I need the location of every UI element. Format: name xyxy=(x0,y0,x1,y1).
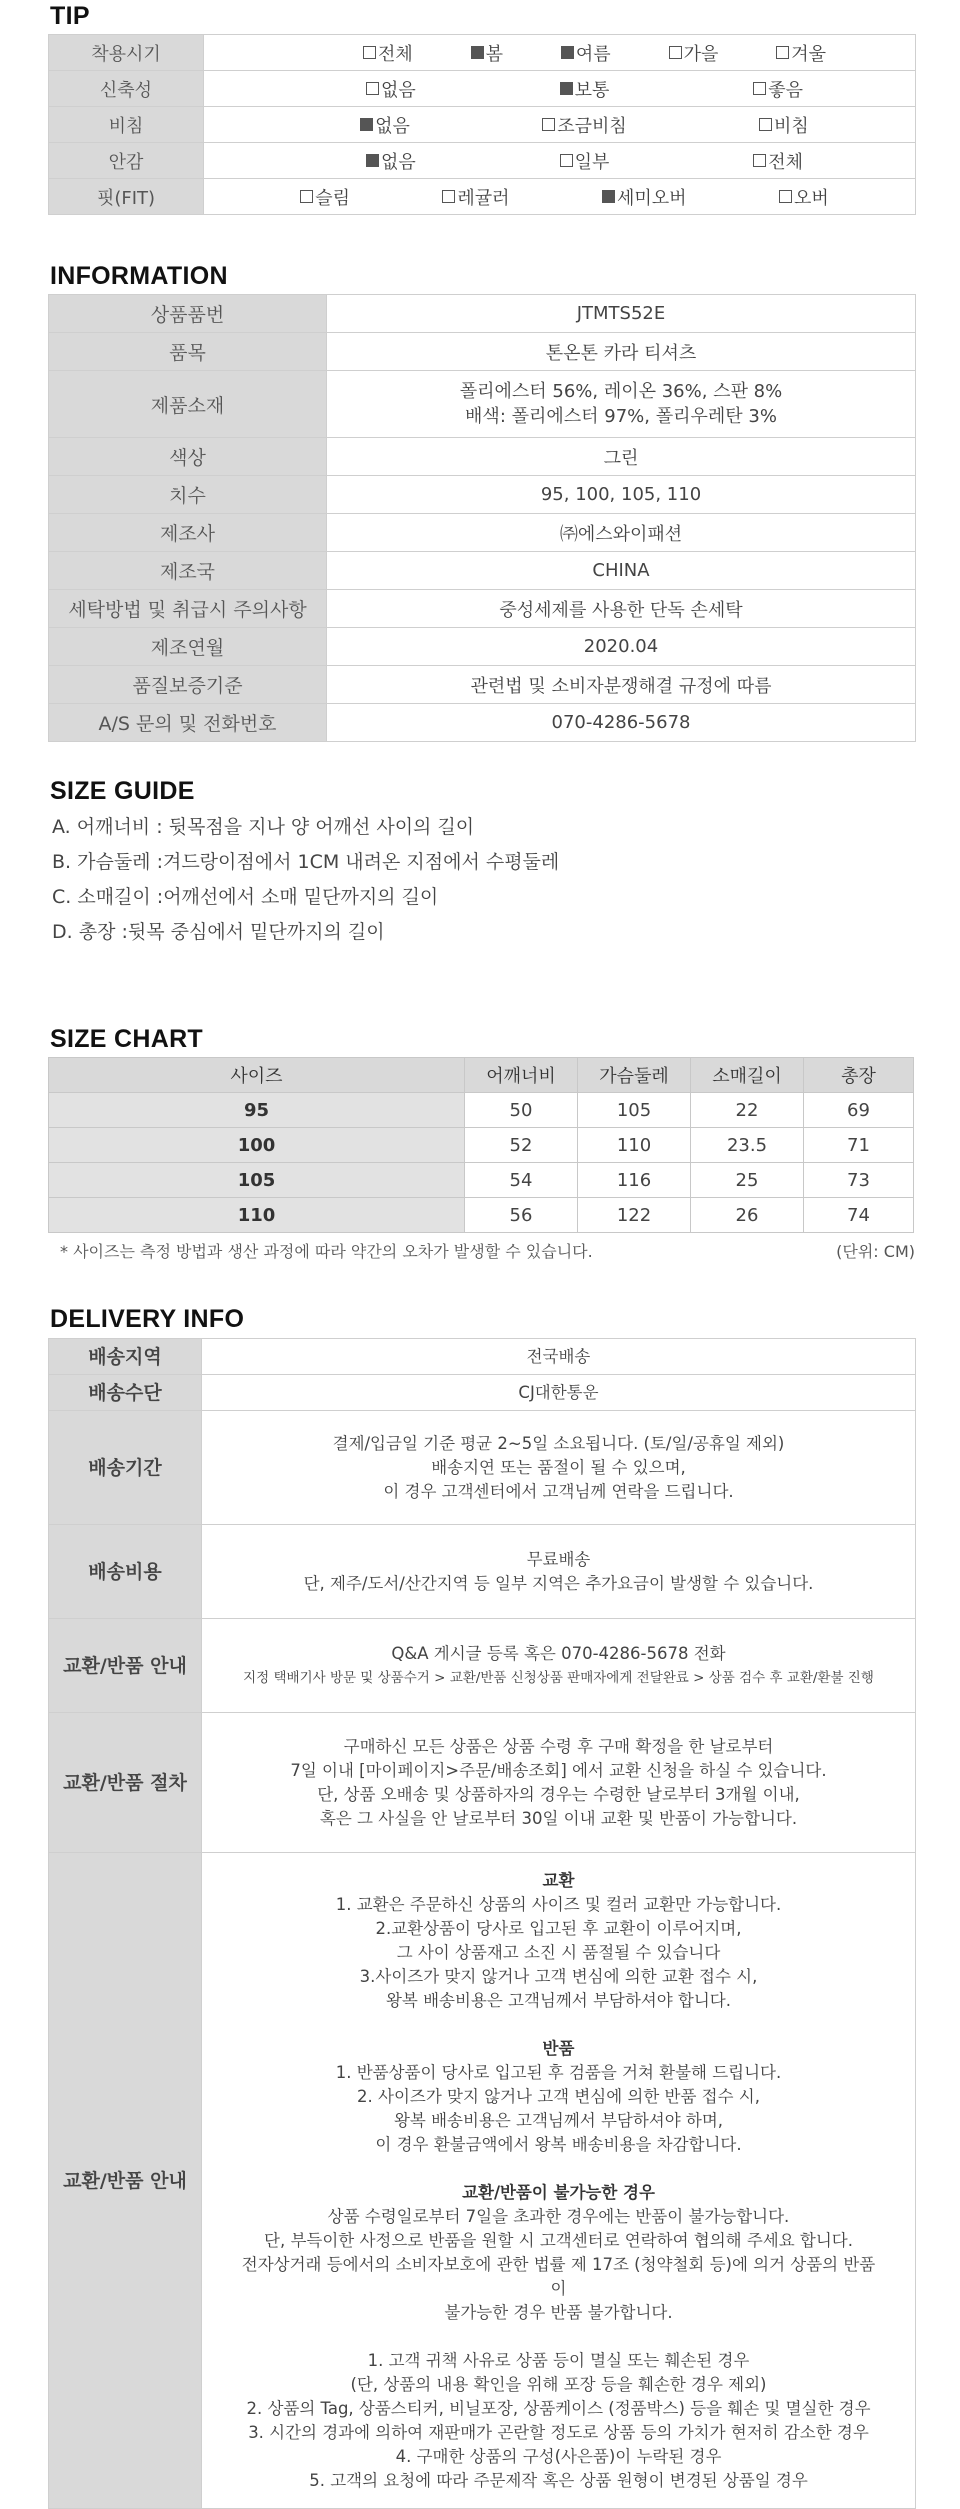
info-label: 색상 xyxy=(49,438,327,476)
checkbox-icon xyxy=(560,154,573,167)
tip-table xyxy=(48,34,916,215)
info-label: 제조연월 xyxy=(49,628,327,666)
delivery-value-method: CJ대한통운 xyxy=(202,1375,916,1411)
checkbox-icon xyxy=(779,190,792,203)
size-guide-line: D. 총장 :뒷목 중심에서 밑단까지의 길이 xyxy=(52,921,385,943)
delivery-title: DELIVERY INFO xyxy=(50,1305,245,1333)
checkbox-checked-icon xyxy=(561,46,574,59)
tip-option: 세미오버 xyxy=(602,184,687,210)
tip-option: 조금비침 xyxy=(542,112,627,138)
delivery-label-method: 배송수단 xyxy=(49,1375,202,1411)
info-label: 세탁방법 및 취급시 주의사항 xyxy=(49,590,327,628)
tip-option: 여름 xyxy=(561,40,611,66)
return-heading: 반품 xyxy=(542,2038,575,2058)
tip-option: 레귤러 xyxy=(442,184,509,210)
delivery-label-procedure: 교환/반품 절차 xyxy=(49,1713,202,1853)
tip-label-lining: 안감 xyxy=(49,143,204,179)
tip-label-sheer: 비침 xyxy=(49,107,204,143)
size-chart-header: 총장 xyxy=(804,1058,914,1093)
delivery-label-area: 배송지역 xyxy=(49,1339,202,1375)
info-label: 품질보증기준 xyxy=(49,666,327,704)
info-value: JTMTS52E xyxy=(327,295,916,333)
info-value: 중성세제를 사용한 단독 손세탁 xyxy=(327,590,916,628)
checkbox-icon xyxy=(442,190,455,203)
info-value: CHINA xyxy=(327,552,916,590)
checkbox-icon xyxy=(759,118,772,131)
info-title: INFORMATION xyxy=(50,262,228,290)
size-chart-header: 가슴둘레 xyxy=(578,1058,691,1093)
tip-label-fit: 핏(FIT) xyxy=(49,179,204,215)
info-value-material: 폴리에스터 56%, 레이온 36%, 스판 8% 배색: 폴리에스터 97%, 폴리우레탄 3% xyxy=(327,371,916,438)
delivery-value-procedure: 구매하신 모든 상품은 상품 수령 후 구매 확정을 한 날로부터 7일 이내 [마이페이지>주문/배송조회] 에서 교환 신청을 하실 수 있습니다. 단, 상품 오배송 및 상품하자의 경우는 수령한 날로부터 3개월 이내, 혹은 그 사실을 안 날로부터 30일 이내 교환 및 반품이 가능합니다. xyxy=(202,1713,916,1853)
info-value: 95, 100, 105, 110 xyxy=(327,476,916,514)
delivery-table xyxy=(48,1338,916,2509)
size-guide-line: C. 소매길이 :어깨선에서 소매 밑단까지의 길이 xyxy=(52,886,439,908)
info-value: 070-4286-5678 xyxy=(327,704,916,742)
info-value: ㈜에스와이패션 xyxy=(327,514,916,552)
size-guide-line: A. 어깨너비 : 뒷목점을 지나 양 어깨선 사이의 길이 xyxy=(52,816,475,838)
size-chart-header: 어깨너비 xyxy=(465,1058,578,1093)
table-row: 110 56 122 26 74 xyxy=(49,1198,914,1233)
delivery-value-exchange: Q&A 게시글 등록 혹은 070-4286-5678 전화 지정 택배기사 방문 및 상품수거 > 교환/반품 신청상품 판매자에게 전달완료 > 상품 검수 후 교환/환불 진행 xyxy=(202,1619,916,1713)
size-chart-table xyxy=(48,1057,914,1233)
info-label: 치수 xyxy=(49,476,327,514)
tip-option: 전체 xyxy=(753,148,803,174)
no-return-heading: 교환/반품이 불가능한 경우 xyxy=(462,2182,655,2202)
tip-option: 가을 xyxy=(669,40,719,66)
info-label: 제품소재 xyxy=(49,371,327,438)
tip-option: 겨울 xyxy=(776,40,826,66)
tip-option: 좋음 xyxy=(753,76,803,102)
tip-option: 보통 xyxy=(560,76,610,102)
size-chart-header: 사이즈 xyxy=(49,1058,465,1093)
tip-label-season: 착용시기 xyxy=(49,35,204,71)
size-guide-line: B. 가슴둘레 :겨드랑이점에서 1CM 내려온 지점에서 수평둘레 xyxy=(52,851,560,873)
info-value: 관련법 및 소비자분쟁해결 규정에 따름 xyxy=(327,666,916,704)
checkbox-icon xyxy=(300,190,313,203)
size-chart-title: SIZE CHART xyxy=(50,1025,203,1053)
size-chart-header: 소매길이 xyxy=(691,1058,804,1093)
exchange-heading: 교환 xyxy=(542,1870,575,1890)
checkbox-checked-icon xyxy=(471,46,484,59)
info-label: 제조국 xyxy=(49,552,327,590)
delivery-label-exchange: 교환/반품 안내 xyxy=(49,1619,202,1713)
info-table xyxy=(48,294,916,742)
table-row: 105 54 116 25 73 xyxy=(49,1163,914,1198)
delivery-value-cost: 무료배송 단, 제주/도서/산간지역 등 일부 지역은 추가요금이 발생할 수 있습니다. xyxy=(202,1525,916,1619)
checkbox-icon xyxy=(776,46,789,59)
checkbox-icon xyxy=(542,118,555,131)
tip-option: 없음 xyxy=(360,112,410,138)
checkbox-checked-icon xyxy=(560,82,573,95)
tip-option: 오버 xyxy=(779,184,829,210)
checkbox-icon xyxy=(366,82,379,95)
checkbox-checked-icon xyxy=(366,154,379,167)
tip-option: 비침 xyxy=(759,112,809,138)
info-label: A/S 문의 및 전화번호 xyxy=(49,704,327,742)
tip-option: 일부 xyxy=(560,148,610,174)
tip-option: 슬림 xyxy=(300,184,350,210)
delivery-label-cost: 배송비용 xyxy=(49,1525,202,1619)
info-label: 상품품번 xyxy=(49,295,327,333)
delivery-value-guide: 교환 1. 교환은 주문하신 상품의 사이즈 및 컬러 교환만 가능합니다. 2.교환상품이 당사로 입고된 후 교환이 이루어지며, 그 사이 상품재고 소진 시 품절될 수 있습니다 3.사이즈가 맞지 않거나 고객 변심에 의한 교환 접수 시, 왕복 배송비용은 고객님께서 부담하셔야 합니다. 반품 1. 반품상품이 당사로 입고된 후 검품을 거쳐 환불해 드립니다. 2. 사이즈가 맞지 않거나 고객 변심에 의한 반품 접수 시, 왕복 배송비용은 고객님께서 부담하셔야 하며, 이 경우 환불금액에서 왕복 배송비용을 차감합니다. 교환/반품이 불가능한 경우 상품 수령일로부터 7일을 초과한 경우에는 반품이 불가능합니다. 단, 부득이한 사정으로 반품을 원할 시 고객센터로 연락하여 협의해 주세요 합니다. 전자상거래 등에서의 소비자보호에 관한 법률 제 17조 (청약철회 등)에 의거 상품의 반품 이 불가능한 경우 반품 불가합니다. 1. 고객 귀책 사유로 상품 등이 멸실 또는 훼손된 경우 (단, 상품의 내용 확인을 위해 포장 등을 훼손한 경우 제외) 2. 상품의 Tag, 상품스티커, 비닐포장, 상품케이스 (정품박스) 등을 훼손 및 멸실한 경우 3. 시간의 경과에 의하여 재판매가 곤란할 정도로 상품 등의 가치가 현저히 감소한 경우 4. 구매한 상품의 구성(사은품)이 누락된 경우 5. 고객의 요청에 따라 주문제작 혹은 상품 원형이 변경된 상품일 경우 xyxy=(202,1853,916,2509)
info-label: 제조사 xyxy=(49,514,327,552)
info-value: 2020.04 xyxy=(327,628,916,666)
checkbox-icon xyxy=(753,154,766,167)
checkbox-checked-icon xyxy=(360,118,373,131)
size-guide-title: SIZE GUIDE xyxy=(50,777,195,805)
size-chart-note: * 사이즈는 측정 방법과 생산 과정에 따라 약간의 오차가 발생할 수 있습니다. xyxy=(60,1242,593,1261)
checkbox-icon xyxy=(669,46,682,59)
info-value: 톤온톤 카라 티셔츠 xyxy=(327,333,916,371)
checkbox-icon xyxy=(363,46,376,59)
size-chart-unit: (단위: CM) xyxy=(836,1242,915,1261)
tip-title: TIP xyxy=(50,2,90,30)
tip-option: 전체 xyxy=(363,40,413,66)
info-value: 그린 xyxy=(327,438,916,476)
info-label: 품목 xyxy=(49,333,327,371)
table-row: 100 52 110 23.5 71 xyxy=(49,1128,914,1163)
table-row: 95 50 105 22 69 xyxy=(49,1093,914,1128)
tip-option: 없음 xyxy=(366,148,416,174)
delivery-label-guide: 교환/반품 안내 xyxy=(49,1853,202,2509)
delivery-label-period: 배송기간 xyxy=(49,1411,202,1525)
checkbox-icon xyxy=(753,82,766,95)
delivery-value-area: 전국배송 xyxy=(202,1339,916,1375)
tip-option: 없음 xyxy=(366,76,416,102)
tip-option: 봄 xyxy=(471,40,503,66)
checkbox-checked-icon xyxy=(602,190,615,203)
delivery-value-period: 결제/입금일 기준 평균 2~5일 소요됩니다. (토/일/공휴일 제외) 배송지연 또는 품절이 될 수 있으며, 이 경우 고객센터에서 고객님께 연락을 드립니다. xyxy=(202,1411,916,1525)
tip-label-stretch: 신축성 xyxy=(49,71,204,107)
